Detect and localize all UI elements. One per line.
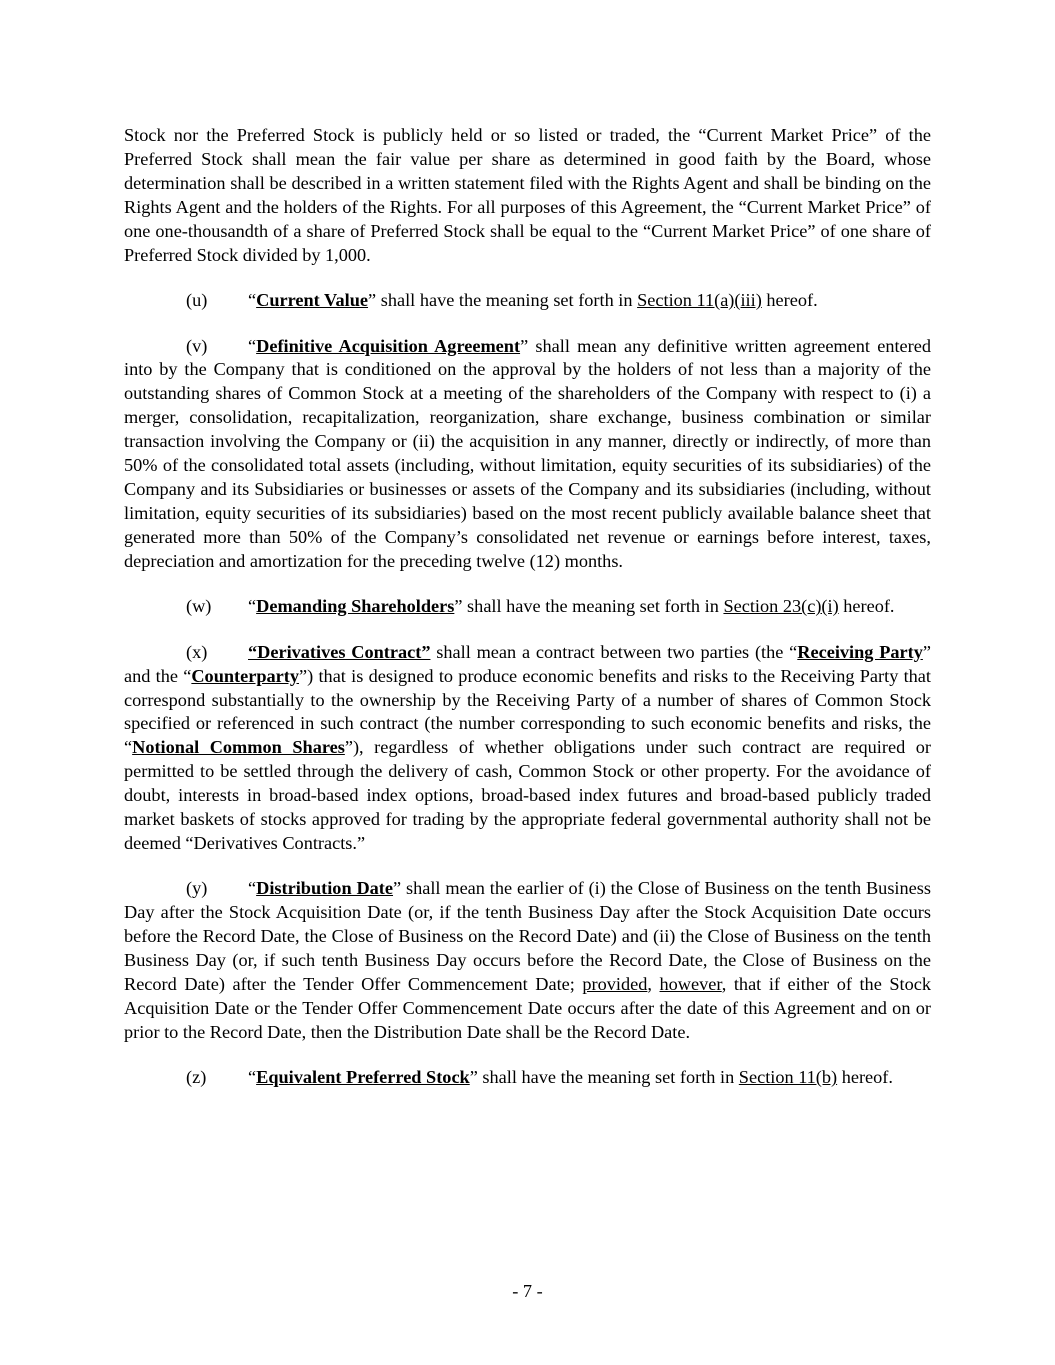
defined-term-notional-common-shares: Notional Common Shares xyxy=(132,737,345,758)
definition-text: ”), regardless of whether obligations under such contract are required or permitted to be settled through the delivery of cash, Common Stock or other property. For the avoidance of doubt, interests in broad-based index options, broad-based index futures and broad-based publicly traded market baskets of stocks approved for trading by the appropriate federal governmental authority shall not be deemed “Derivatives Contracts.” xyxy=(124,737,932,853)
underlined-word-however: however xyxy=(659,974,722,995)
defined-term: Equivalent Preferred Stock xyxy=(256,1067,470,1088)
defined-term: Definitive Acquisition Agreement xyxy=(256,335,521,356)
definition-text: ” and the “ xyxy=(124,641,932,686)
definition-text: hereof. xyxy=(837,1067,893,1088)
definition-text: shall mean a contract between two parties (the “ xyxy=(430,641,798,662)
document-page xyxy=(124,124,931,1112)
item-label: (y) xyxy=(186,878,208,899)
defined-term: Distribution Date xyxy=(256,878,394,899)
intro-paragraph xyxy=(124,124,931,267)
definition-distribution-date: (y) “Distribution Date” shall mean the earlier of (i) the Close of Business on the tenth Business Day after the Stock Acquisition Date (or, if the tenth Business Day after the Stock Acquisition Date occurs before the Record Date, the Close of Business on the Record Date) and (ii) the Close of Business on the tenth Business Day (or, if such tenth Business Day occurs before the Record Date, the Close of Business on the Record Date) after the Tender Offer Commencement Date; provided, however, that if either of the Stock Acquisition Date or the Tender Offer Commencement Date occurs after the date of this Agreement and on or prior to the Record Date, then the Distribution Date shall be the Record Date. xyxy=(124,878,931,1042)
definition-equivalent-preferred-stock: (z) “Equivalent Preferred Stock” shall have the meaning set forth in Section 11(b) hereof. xyxy=(124,1066,931,1090)
definition-text: ”) that is designed to produce economic benefits and risks to the Receiving Party that correspond substantially to the ownership by the Receiving Party of a number of shares of Common Stock specified or referenced in such contract (the number corresponding to such economic benefits and risks, the “ xyxy=(124,665,931,758)
defined-term: Demanding Shareholders xyxy=(256,596,455,617)
definition-text: ” shall have the meaning set forth in xyxy=(368,290,638,311)
definition-definitive-acquisition-agreement: (v) “Definitive Acquisition Agreement” shall mean any definitive written agreement entered into by the Company that is conditioned on the approval by the holders of not less than a majority of the outstanding shares of Common Stock at a meeting of the shareholders of the Company with respect to (i) a merger, consolidation, recapitalization, reorganization, share exchange, business combination or similar transaction involving the Company or (ii) the acquisition in any manner, directly or indirectly, of more than 50% of the consolidated total assets (including, without limitation, equity securities of its subsidiaries) of the Company and its Subsidiaries or businesses or assets of the Company and its subsidiaries (including, without limitation, equity securities of its subsidiaries) based on the most recent publicly available balance sheet that generated more than 50% of the Company’s consolidated net revenue or earnings before interest, taxes, depreciation and amortization for the preceding twelve (12) months. xyxy=(124,335,932,571)
definition-text: ” shall have the meaning set forth in xyxy=(469,1067,739,1088)
intro-text: Stock nor the Preferred Stock is publicly held or so listed or traded, the “Current Market Price” of the Preferred Stock shall mean the fair value per share as determined in good faith by the Board, whose determination shall be described in a written statement filed with the Rights Agent and shall be binding on the Rights Agent and the holders of the Rights. For all purposes of this Agreement, the “Current Market Price” of one one-thousandth of a share of Preferred Stock shall be equal to the “Current Market Price” of one share of Preferred Stock divided by 1,000. xyxy=(124,125,931,265)
underlined-word-provided: provided xyxy=(582,974,648,995)
definition-current-value: (u) “Current Value” shall have the meaning set forth in Section 11(a)(iii) hereof. xyxy=(124,289,931,313)
definition-text: ” shall have the meaning set forth in xyxy=(454,596,724,617)
defined-term-receiving-party: Receiving Party xyxy=(797,641,923,662)
definition-text: , xyxy=(647,974,660,995)
definition-text: ” shall mean the earlier of (i) the Close of Business on the tenth Business Day after the Stock Acquisition Date (or, if the tenth Business Day after the Stock Acquisition Date occurs before the Record Date, the Close of Business on the Record Date) and (ii) the Close of Business on the tenth Business Day (or, if such tenth Business Day occurs before the Record Date, the Close of Business on the Record Date) after the Tender Offer Commencement Date; xyxy=(124,878,931,995)
item-label: (z) xyxy=(186,1067,207,1088)
item-label: (v) xyxy=(186,335,208,356)
item-label: (x) xyxy=(186,641,208,662)
section-reference: Section 11(a)(iii) xyxy=(637,290,762,311)
definition-text: , that if either of the Stock Acquisition Date or the Tender Offer Commencement Date occurs after the date of this Agreement and on or prior to the Record Date, then the Distribution Date shall be the Record Date. xyxy=(124,974,931,1042)
definition-derivatives-contract xyxy=(124,641,931,856)
defined-term: “Derivatives Contract” xyxy=(248,641,431,662)
definition-text: ” shall mean any definitive written agreement entered into by the Company that is conditioned on the approval by the holders of not less than a majority of the outstanding shares of Common Stock at a meeting of the shareholders of the Company with respect to (i) a merger, consolidation, recapitalization, reorganization, share exchange, business combination or similar transaction involving the Company or (ii) the acquisition in any manner, directly or indirectly, of more than 50% of the consolidated total assets (including, without limitation, equity securities of its subsidiaries) of the Company and its Subsidiaries or businesses or assets of the Company and its subsidiaries (including, without limitation, equity securities of its subsidiaries) based on the most recent publicly available balance sheet that generated more than 50% of the Company’s consolidated net revenue or earnings before interest, taxes, depreciation and amortization for the preceding twelve (12) months. xyxy=(124,335,932,571)
definition-text: hereof. xyxy=(838,596,895,617)
section-reference: Section 23(c)(i) xyxy=(723,596,839,617)
defined-term-counterparty: Counterparty xyxy=(191,665,300,686)
defined-term: Current Value xyxy=(256,290,369,311)
item-label: (w) xyxy=(186,596,212,617)
page-number: - 7 - xyxy=(512,1281,543,1301)
item-label: (u) xyxy=(186,290,208,311)
definition-text: hereof. xyxy=(761,290,818,311)
section-reference: Section 11(b) xyxy=(738,1067,838,1088)
definition-demanding-shareholders: (w) “Demanding Shareholders” shall have the meaning set forth in Section 23(c)(i) hereof. xyxy=(124,595,931,619)
